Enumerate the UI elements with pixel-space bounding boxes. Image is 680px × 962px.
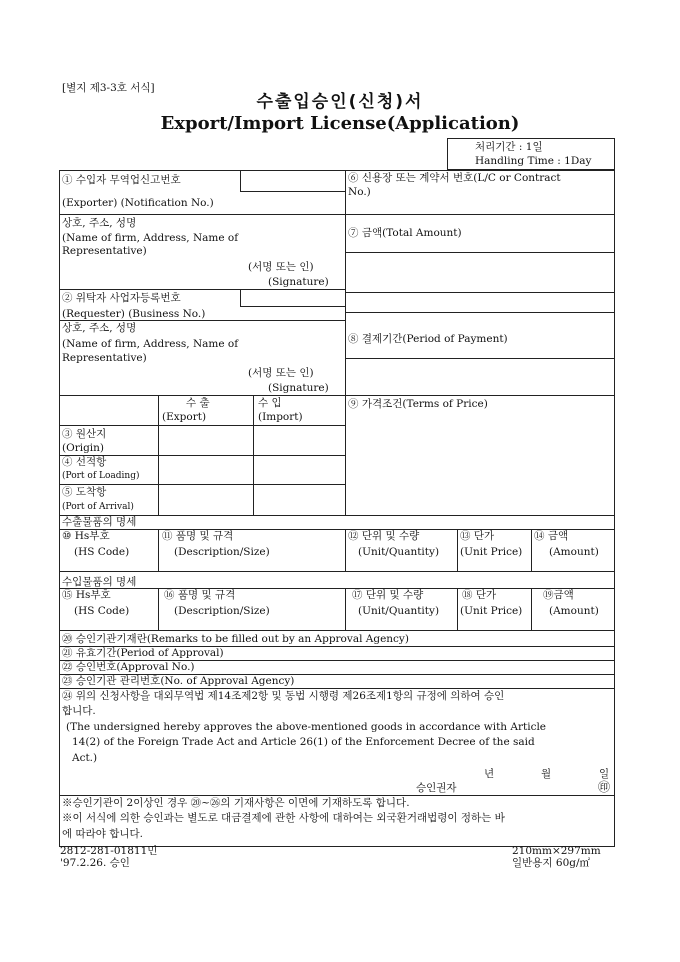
approver-label: 승인권자 [416, 782, 457, 794]
hs-code-header: ⑩ Hs부호 [62, 530, 110, 542]
exporter-label: ① 수입자 무역업신고번호 [62, 174, 181, 186]
import-description-header: ⑯ 품명 및 규격 [164, 589, 236, 601]
import-description-header-en: (Description/Size) [174, 605, 270, 617]
divider [158, 588, 159, 630]
hs-code-header-en: (HS Code) [74, 546, 130, 558]
import-header-en: (Import) [258, 411, 303, 423]
total-amount-label: ⑦ 금액(Total Amount) [348, 227, 462, 239]
divider [345, 312, 615, 313]
exporter-label-en: (Exporter) (Notification No.) [62, 197, 214, 209]
import-unit-qty-header: ⑰ 단위 및 수량 [352, 589, 424, 601]
unit-qty-header-en: (Unit/Quantity) [358, 546, 440, 558]
lc-contract-label-2: No.) [348, 186, 371, 198]
note-1: ※승인기관이 2이상인 경우 ⑳~㉖의 기재사항은 이면에 기재하도록 합니다. [62, 797, 410, 809]
requester-name-ko: 상호, 주소, 성명 [62, 322, 137, 334]
export-goods-section: 수출물품의 명세 [62, 516, 137, 528]
divider [345, 214, 615, 215]
divider [531, 529, 532, 571]
requester-signature-ko: (서명 또는 인) [248, 367, 314, 379]
divider [59, 630, 615, 631]
note-2-cont: 에 따라야 합니다. [62, 828, 144, 840]
unit-price-header: ⑬ 단가 [460, 530, 495, 542]
divider [158, 529, 159, 571]
unit-price-header-en: (Unit Price) [460, 546, 523, 558]
divider [59, 214, 345, 215]
column-divider [345, 170, 346, 516]
import-amount-header: ⑲금액 [543, 589, 574, 601]
export-header-en: (Export) [162, 411, 207, 423]
unit-qty-header: ⑫ 단위 및 수량 [348, 530, 420, 542]
divider [457, 529, 458, 571]
title-korean: 수출입승인(신청)서 [256, 92, 424, 112]
approval-statement-en-2: 14(2) of the Foreign Trade Act and Article 26(1) of the Enforcement Decree of the said [72, 736, 535, 748]
description-header: ⑪ 품명 및 규격 [162, 530, 234, 542]
divider [59, 320, 345, 321]
description-header-en: (Description/Size) [174, 546, 270, 558]
seal-icon: ㊞ [598, 780, 611, 794]
divider [457, 588, 458, 630]
lc-contract-label: ⑥ 신용장 또는 계약서 번호(L/C or Contract [348, 172, 561, 184]
divider [59, 395, 615, 396]
month-label: 월 [541, 768, 552, 780]
payment-period-label: ⑧ 결제기간(Period of Payment) [348, 333, 508, 345]
requester-label: ② 위탁자 사업자등록번호 [62, 292, 181, 304]
divider [59, 571, 615, 572]
approval-remarks-label: ⑳ 승인기관기재란(Remarks to be filled out by an Approval Agency) [62, 633, 409, 645]
approval-date: '97.2.26. 승인 [60, 857, 130, 869]
divider [59, 795, 615, 796]
agency-number-label: ㉓ 승인기관 관리번호(No. of Approval Agency) [62, 675, 295, 687]
form-code: 2812-281-01811민 [60, 845, 158, 857]
requester-label-en: (Requester) (Business No.) [62, 308, 206, 320]
note-2: ※이 서식에 의한 승인과는 별도로 대금결제에 관한 사항에 대하여는 외국환거래법령이 정하는 바 [62, 812, 505, 824]
approval-period-label: ㉑ 유효기간(Period of Approval) [62, 647, 224, 659]
import-unit-qty-header-en: (Unit/Quantity) [358, 605, 440, 617]
amount-header: ⑭ 금액 [534, 530, 569, 542]
export-header: 수 출 [186, 397, 210, 409]
import-unit-price-header: ⑱ 단가 [462, 589, 497, 601]
paper-type: 일반용지 60g/㎡ [512, 857, 591, 869]
approval-statement-en-3: Act.) [72, 752, 98, 764]
divider [345, 358, 615, 359]
exporter-name-ko: 상호, 주소, 성명 [62, 217, 137, 229]
loading-port-label-en: (Port of Loading) [62, 471, 140, 481]
divider [345, 252, 615, 253]
approval-statement-ko: ㉔ 위의 신청사항을 대외무역법 제14조제2항 및 동법 시행령 제26조제1항의 규정에 의하여 승인 [62, 690, 505, 702]
divider [531, 588, 532, 630]
year-label: 년 [484, 768, 495, 780]
approval-statement-en: (The undersigned hereby approves the above-mentioned goods in accordance with Article [66, 721, 547, 733]
divider [59, 688, 615, 689]
origin-label: ③ 원산지 [62, 428, 107, 440]
exporter-notification-no-field[interactable] [240, 170, 346, 192]
divider [345, 292, 615, 293]
day-label: 일 [599, 768, 610, 780]
requester-signature-en: (Signature) [268, 382, 329, 394]
exporter-name-en-2: Representative) [62, 245, 147, 257]
exporter-signature-en: (Signature) [268, 276, 329, 288]
amount-header-en: (Amount) [549, 546, 599, 558]
requester-business-no-field[interactable] [240, 289, 346, 307]
title-english: Export/Import License(Application) [160, 113, 520, 134]
divider [59, 484, 345, 485]
import-amount-header-en: (Amount) [549, 605, 599, 617]
divider [345, 588, 346, 630]
exporter-name-en: (Name of firm, Address, Name of [62, 232, 239, 244]
handling-time: Handling Time : 1Day [475, 155, 592, 167]
exporter-signature-ko: (서명 또는 인) [248, 261, 314, 273]
requester-name-en-2: Representative) [62, 352, 147, 364]
divider [345, 529, 346, 571]
origin-label-en: (Origin) [62, 442, 105, 454]
import-hs-code-header-en: (HS Code) [74, 605, 130, 617]
paper-size: 210mm×297mm [512, 845, 601, 857]
loading-port-label: ④ 선적항 [62, 456, 107, 468]
form-number: [별지 제3-3호 서식] [62, 82, 155, 94]
divider [59, 515, 615, 516]
import-header: 수 입 [258, 397, 282, 409]
arrival-port-label-en: (Port of Arrival) [62, 502, 134, 512]
arrival-port-label: ⑤ 도착항 [62, 486, 107, 498]
approval-number-label: ㉒ 승인번호(Approval No.) [62, 661, 195, 673]
import-unit-price-header-en: (Unit Price) [460, 605, 523, 617]
divider [59, 425, 345, 426]
import-goods-section: 수입물품의 명세 [62, 576, 137, 588]
processing-time: 처리기간 : 1일 [475, 141, 543, 153]
requester-name-en: (Name of firm, Address, Name of [62, 338, 239, 350]
price-terms-label: ⑨ 가격조건(Terms of Price) [348, 398, 488, 410]
approval-statement-ko-2: 합니다. [62, 705, 96, 717]
import-hs-code-header: ⑮ Hs부호 [62, 589, 111, 601]
